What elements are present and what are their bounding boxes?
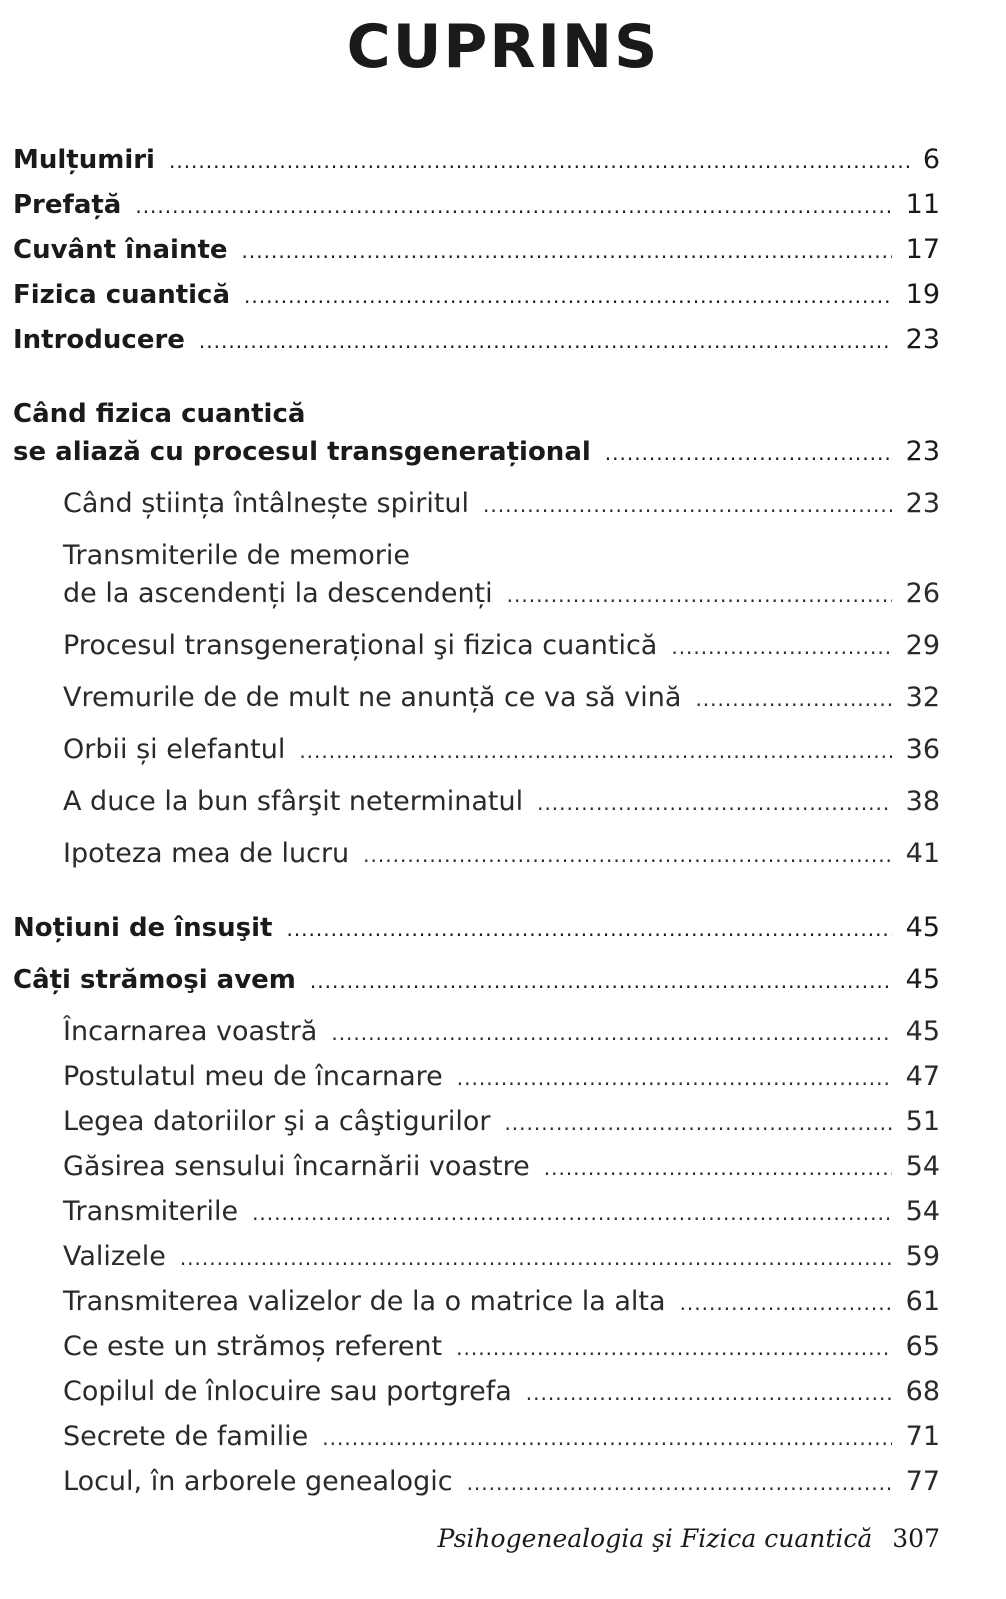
toc-subentry[interactable]: [63, 629, 940, 664]
toc-entry-page: 59: [905, 1241, 940, 1272]
dot-leader: [504, 1106, 891, 1140]
dot-leader: [252, 1196, 892, 1230]
toc-entry-title: Ce este un strămoș referent: [63, 1331, 443, 1362]
toc-subentry[interactable]: [63, 1105, 940, 1140]
toc-entry-title: Ipoteza mea de lucru: [63, 838, 350, 869]
dot-leader: [180, 1241, 892, 1275]
toc-entry-title: Legea datoriilor şi a câştigurilor: [63, 1106, 491, 1137]
toc-subentry[interactable]: [63, 487, 940, 522]
toc-entry-title: Secrete de familie: [63, 1421, 309, 1452]
toc-subentry[interactable]: [63, 1375, 940, 1410]
toc-entry-page: 6: [922, 144, 940, 175]
dot-leader: [199, 324, 892, 358]
toc-entry-title-line1[interactable]: Transmiterile de memorie: [63, 540, 410, 571]
toc-subentry[interactable]: [63, 837, 940, 872]
toc-subentry[interactable]: [63, 1060, 940, 1095]
toc-entry-page: 26: [905, 578, 940, 609]
toc-entry-title: Transmiterea valizelor de la o matrice la alta: [63, 1286, 666, 1317]
dot-leader: [483, 488, 892, 522]
toc-entry[interactable]: [13, 278, 940, 313]
dot-leader: [135, 189, 891, 223]
toc-entry-title: Câți strămoşi avem: [13, 965, 296, 995]
dot-leader: [310, 964, 892, 998]
dot-leader: [507, 578, 892, 612]
toc-entry-page: 45: [905, 912, 940, 943]
toc-entry-page: 11: [905, 189, 940, 220]
toc-entry-page: 54: [905, 1151, 940, 1182]
dot-leader: [363, 838, 891, 872]
toc-entry[interactable]: [13, 911, 940, 946]
dot-leader: [457, 1061, 892, 1095]
toc-entry-page: 47: [905, 1061, 940, 1092]
toc-entry-page: 71: [905, 1421, 940, 1452]
toc-entry-page: 32: [905, 682, 940, 713]
toc-entry-title: Prefață: [13, 190, 122, 220]
toc-subentry[interactable]: [63, 1240, 940, 1275]
toc-entry-title: Încarnarea voastră: [63, 1016, 318, 1047]
toc-entry[interactable]: [13, 188, 940, 223]
toc-entry-page: 45: [905, 1016, 940, 1047]
toc-entry-title: Introducere: [13, 325, 185, 355]
toc-subentry[interactable]: [63, 1465, 940, 1500]
toc-entry-title: A duce la bun sfârşit neterminatul: [63, 786, 524, 817]
toc-entry-title: Găsirea sensului încarnării voastre: [63, 1151, 530, 1182]
toc-entry[interactable]: [13, 963, 940, 998]
toc-subentry[interactable]: [63, 1015, 940, 1050]
toc-entry-page: 17: [905, 234, 940, 265]
dot-leader: [244, 279, 892, 313]
toc-subentry[interactable]: [63, 785, 940, 820]
toc-subentry[interactable]: [63, 1420, 940, 1455]
page-footer: [437, 1524, 940, 1553]
toc-entry-page: 77: [905, 1466, 940, 1497]
dot-leader: [331, 1016, 891, 1050]
toc-subentry[interactable]: [63, 1330, 940, 1365]
toc-entry[interactable]: [13, 143, 940, 178]
dot-leader: [605, 436, 892, 470]
toc-entry-page: 51: [905, 1106, 940, 1137]
dot-leader: [299, 734, 891, 768]
toc-entry-title: Vremurile de de mult ne anunță ce va să vină: [63, 682, 682, 713]
toc-entry-title-line1[interactable]: Când fizica cuantică: [13, 399, 306, 429]
toc-entry-page: 65: [905, 1331, 940, 1362]
dot-leader: [242, 234, 892, 268]
dot-leader: [526, 1376, 892, 1410]
toc-entry-page: 61: [905, 1286, 940, 1317]
toc-subentry[interactable]: [63, 733, 940, 768]
dot-leader: [286, 912, 891, 946]
footer-page-number: 307: [892, 1524, 940, 1553]
toc-entry-page: 19: [905, 279, 940, 310]
toc-entry[interactable]: [13, 233, 940, 268]
toc-entry-title: Copilul de înlocuire sau portgrefa: [63, 1376, 512, 1407]
toc-entry-title: Procesul transgenerațional şi fizica cuantică: [63, 630, 658, 661]
dot-leader: [671, 630, 891, 664]
toc-entry-page: 68: [905, 1376, 940, 1407]
toc-entry-title: Postulatul meu de încarnare: [63, 1061, 443, 1092]
page-title: CUPRINS: [346, 12, 660, 82]
toc-entry-title: Noțiuni de însuşit: [13, 913, 273, 943]
toc-subentry[interactable]: [63, 1195, 940, 1230]
dot-leader: [695, 682, 891, 716]
toc-entry-page: 23: [905, 488, 940, 519]
dot-leader: [322, 1421, 891, 1455]
toc-entry-page: 41: [905, 838, 940, 869]
toc-entry-title: de la ascendenți la descendenți: [63, 578, 493, 609]
dot-leader: [467, 1466, 892, 1500]
toc-entry-page: 36: [905, 734, 940, 765]
toc-entry-title: Valizele: [63, 1241, 166, 1272]
toc-entry-title: se aliază cu procesul transgenerațional: [13, 437, 591, 467]
toc-subentry[interactable]: [63, 1150, 940, 1185]
toc-entry-title: Locul, în arborele genealogic: [63, 1466, 453, 1497]
toc-entry[interactable]: [13, 435, 940, 470]
toc-entry-page: 38: [905, 786, 940, 817]
toc-entry-page: 29: [905, 630, 940, 661]
toc-subentry[interactable]: [63, 681, 940, 716]
toc-entry-title: Orbii și elefantul: [63, 734, 286, 765]
toc-entry-page: 23: [905, 436, 940, 467]
toc-subentry[interactable]: [63, 1285, 940, 1320]
toc-entry-page: 45: [905, 964, 940, 995]
toc-subentry[interactable]: [63, 577, 940, 612]
dot-leader: [680, 1286, 892, 1320]
toc-entry-title: Fizica cuantică: [13, 280, 231, 310]
toc-entry-page: 23: [905, 324, 940, 355]
dot-leader: [169, 144, 909, 178]
footer-book-title: Psihogenealogia şi Fizica cuantică: [437, 1524, 873, 1553]
toc-entry-title: Cuvânt înainte: [13, 235, 228, 265]
dot-leader: [537, 786, 892, 820]
toc-entry-title: Transmiterile: [63, 1196, 239, 1227]
toc-entry-title: Când știința întâlnește spiritul: [63, 488, 470, 519]
toc-entry-page: 54: [905, 1196, 940, 1227]
toc-entry-title: Mulțumiri: [13, 145, 155, 175]
dot-leader: [456, 1331, 892, 1365]
dot-leader: [544, 1151, 892, 1185]
toc-entry[interactable]: [13, 323, 940, 358]
